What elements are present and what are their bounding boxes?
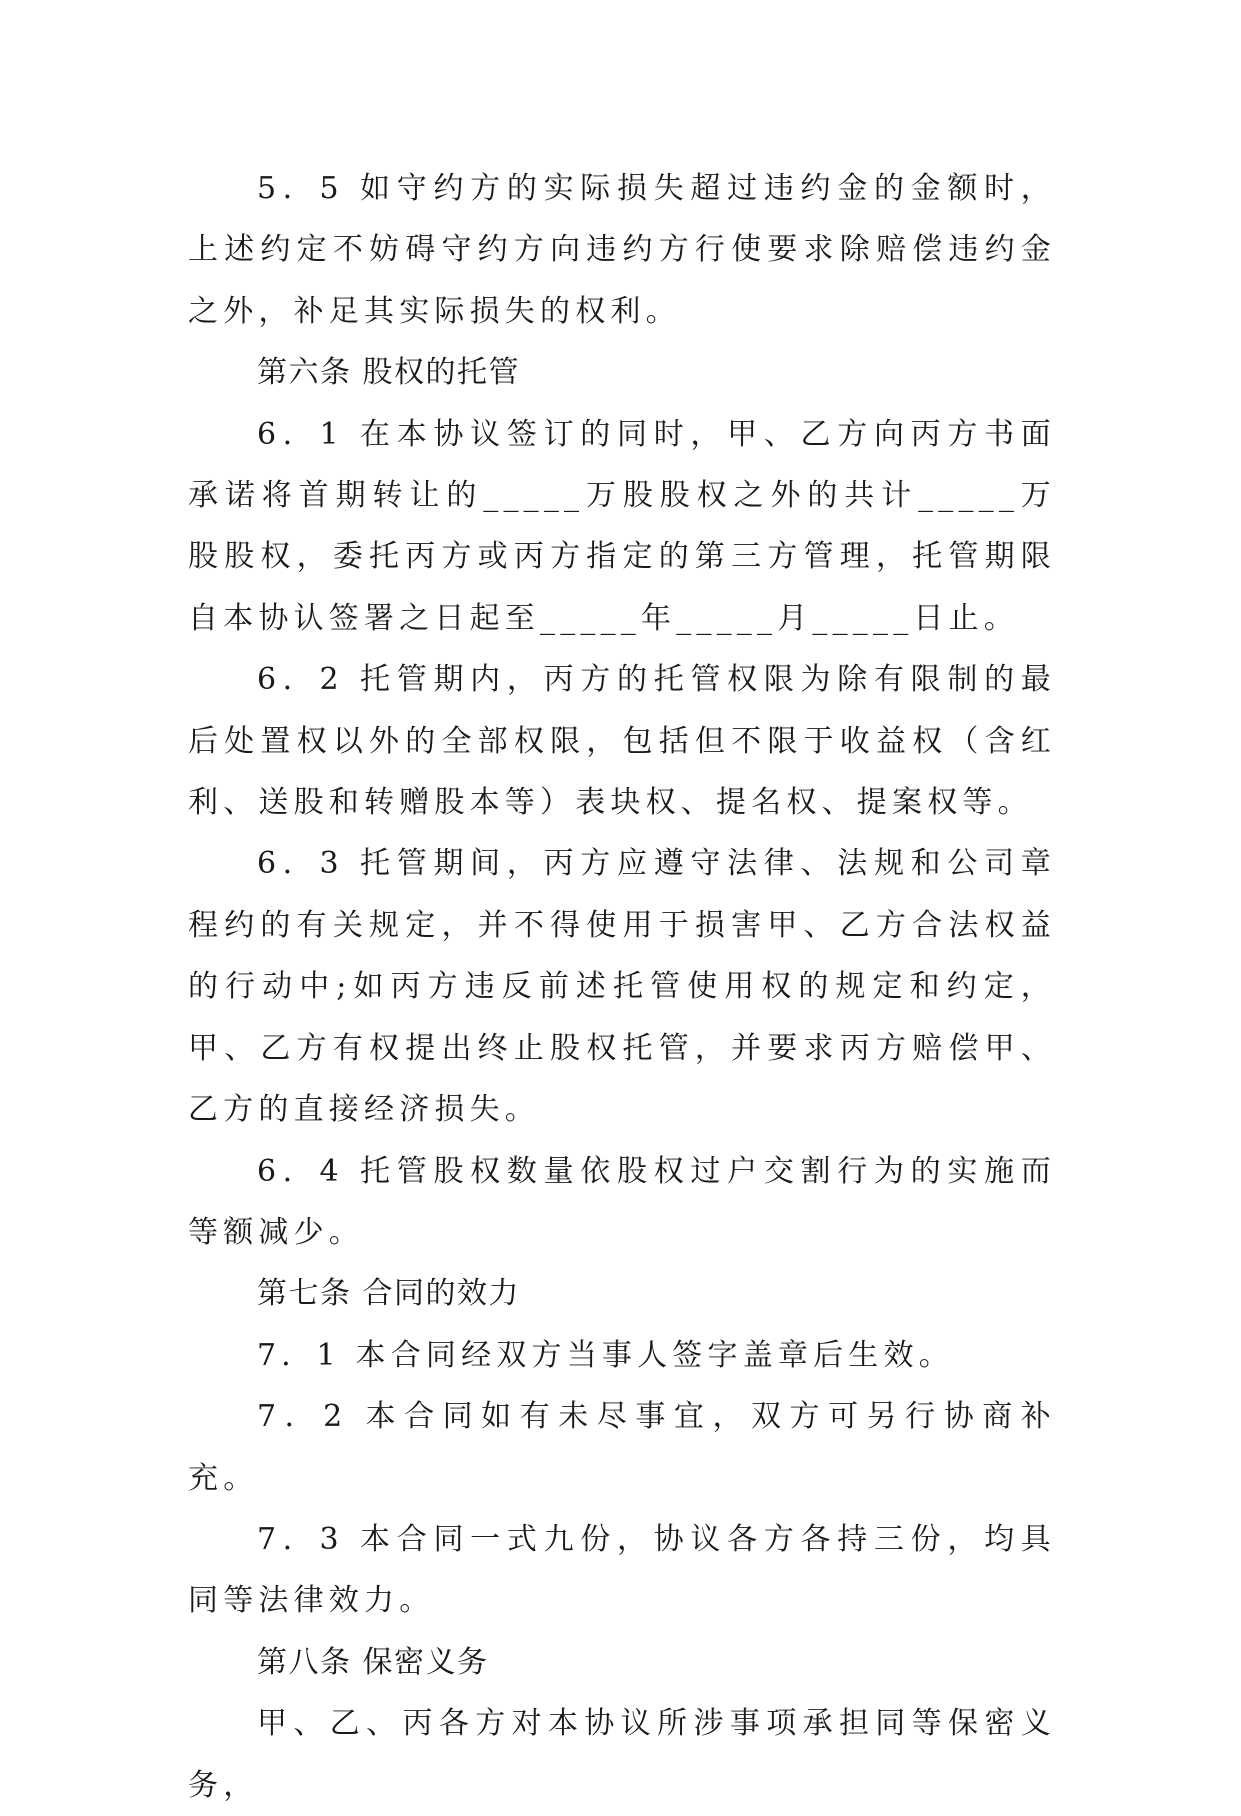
document-body (188, 158, 1056, 1816)
article-7-heading: 第七条 合同的效力 (257, 1276, 521, 1312)
article-8-heading: 第八条 保密义务 (257, 1644, 489, 1680)
article-6-heading: 第六条 股权的托管 (257, 355, 521, 391)
clause-7-2: 7．2 本合同如有未尽事宜，双方可另行协商补充。 (188, 1399, 1056, 1496)
clause-8-text: 甲、乙、丙各方对本协议所涉事项承担同等保密义务， (188, 1706, 1056, 1803)
clause-7-3: 7．3 本合同一式九份，协议各方各持三份，均具同等法律效力。 (188, 1521, 1056, 1619)
clause-5-5: 5．5 如守约方的实际损失超过违约金的金额时，上述约定不妨碍守约方向违约方行使要求除赔偿违约金之外，补足其实际损失的权利。 (188, 171, 1056, 329)
clause-6-1: 6．1 在本协议签订的同时，甲、乙方向丙方书面承诺将首期转让的_____万股股权之外的共计_____万股股权，委托丙方或丙方指定的第三方管理，托管期限自本协认签署之日起至_____年_____月_____日止。 (188, 416, 1056, 636)
clause-6-2: 6．2 托管期内，丙方的托管权限为除有限制的最后处置权以外的全部权限，包括但不限于收益权（含红利、送股和转赠股本等）表块权、提名权、提案权等。 (188, 662, 1056, 821)
clause-6-4: 6．4 托管股权数量依股权过户交割行为的实施而等额减少。 (188, 1153, 1056, 1250)
clause-7-1: 7．1 本合同经双方当事人签字盖章后生效。 (257, 1337, 954, 1373)
clause-6-3: 6．3 托管期间，丙方应遵守法律、法规和公司章程约的有关规定，并不得使用于损害甲、乙方合法权益的行动中;如丙方违反前述托管使用权的规定和约定，甲、乙方有权提出终止股权托管，并要求丙方赔偿甲、乙方的直接经济损失。 (188, 846, 1056, 1128)
